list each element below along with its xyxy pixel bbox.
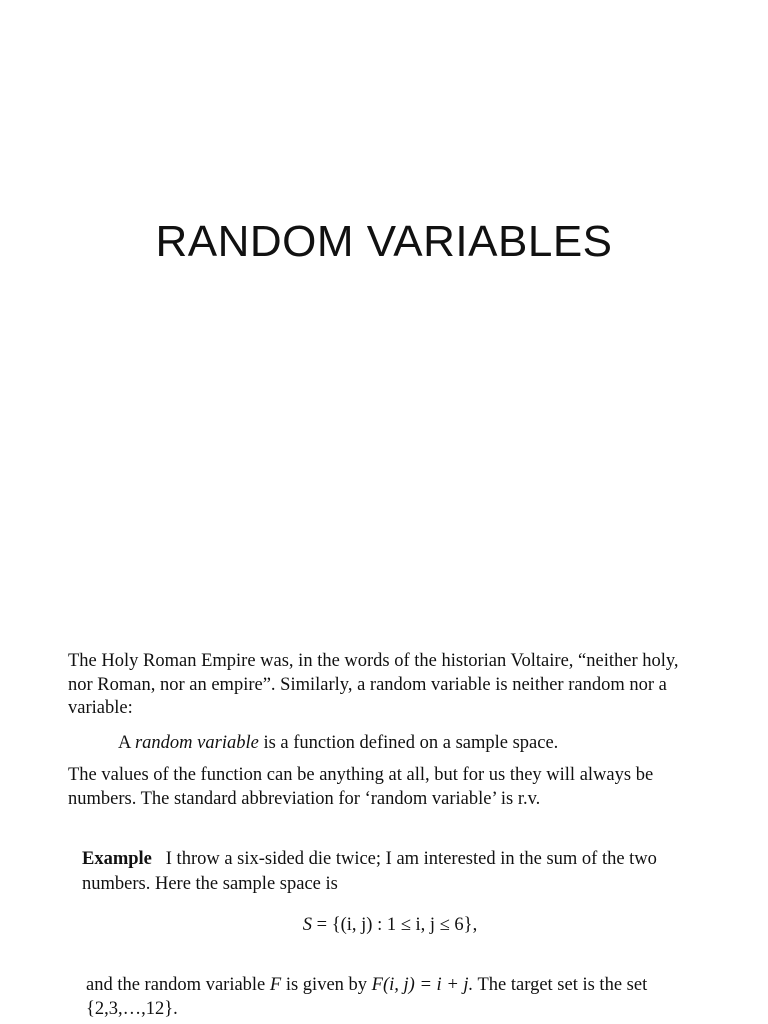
sample-space-symbol: S <box>302 915 313 935</box>
definition-statement <box>118 731 718 755</box>
definition-suffix: is a function defined on a sample space. <box>263 733 559 753</box>
example-block <box>82 847 712 897</box>
function-definition: F(i, j) = i + j. <box>371 975 474 995</box>
example-heading: Example <box>82 849 152 869</box>
values-paragraph <box>68 763 724 811</box>
example-text: numbers. Here the sample space is <box>82 874 338 894</box>
target-set: {2,3,…,12}. <box>86 999 178 1019</box>
sample-space-equation <box>0 912 768 938</box>
conclusion-paragraph <box>86 973 712 1021</box>
conclusion-text: The target set is the set <box>477 975 648 995</box>
conclusion-text: and the random variable <box>86 975 266 995</box>
values-line: numbers. The standard abbreviation for ‘random variable’ is r.v. <box>68 789 541 809</box>
definition-term: random variable <box>134 733 259 753</box>
page-title: RANDOM VARIABLES <box>155 217 613 266</box>
intro-line: nor Roman, nor an empire”. Similarly, a random variable is neither random nor a <box>68 674 667 695</box>
intro-line: variable: <box>68 698 133 718</box>
example-text: I throw a six-sided die twice; I am interested in the sum of the two <box>165 849 657 869</box>
values-line: The values of the function can be anything at all, but for us they will always be <box>68 765 654 785</box>
sample-space-definition: = {(i, j) : 1 ≤ i, j ≤ 6}, <box>312 915 478 935</box>
example-first-line <box>82 847 712 872</box>
intro-paragraph <box>68 650 724 721</box>
conclusion-text: is given by <box>285 975 368 995</box>
conclusion-first-line <box>86 973 712 997</box>
variable-name: F <box>269 975 282 995</box>
intro-line: The Holy Roman Empire was, in the words of the historian Voltaire, “neither holy, <box>68 651 679 671</box>
definition-prefix: A <box>118 733 131 753</box>
